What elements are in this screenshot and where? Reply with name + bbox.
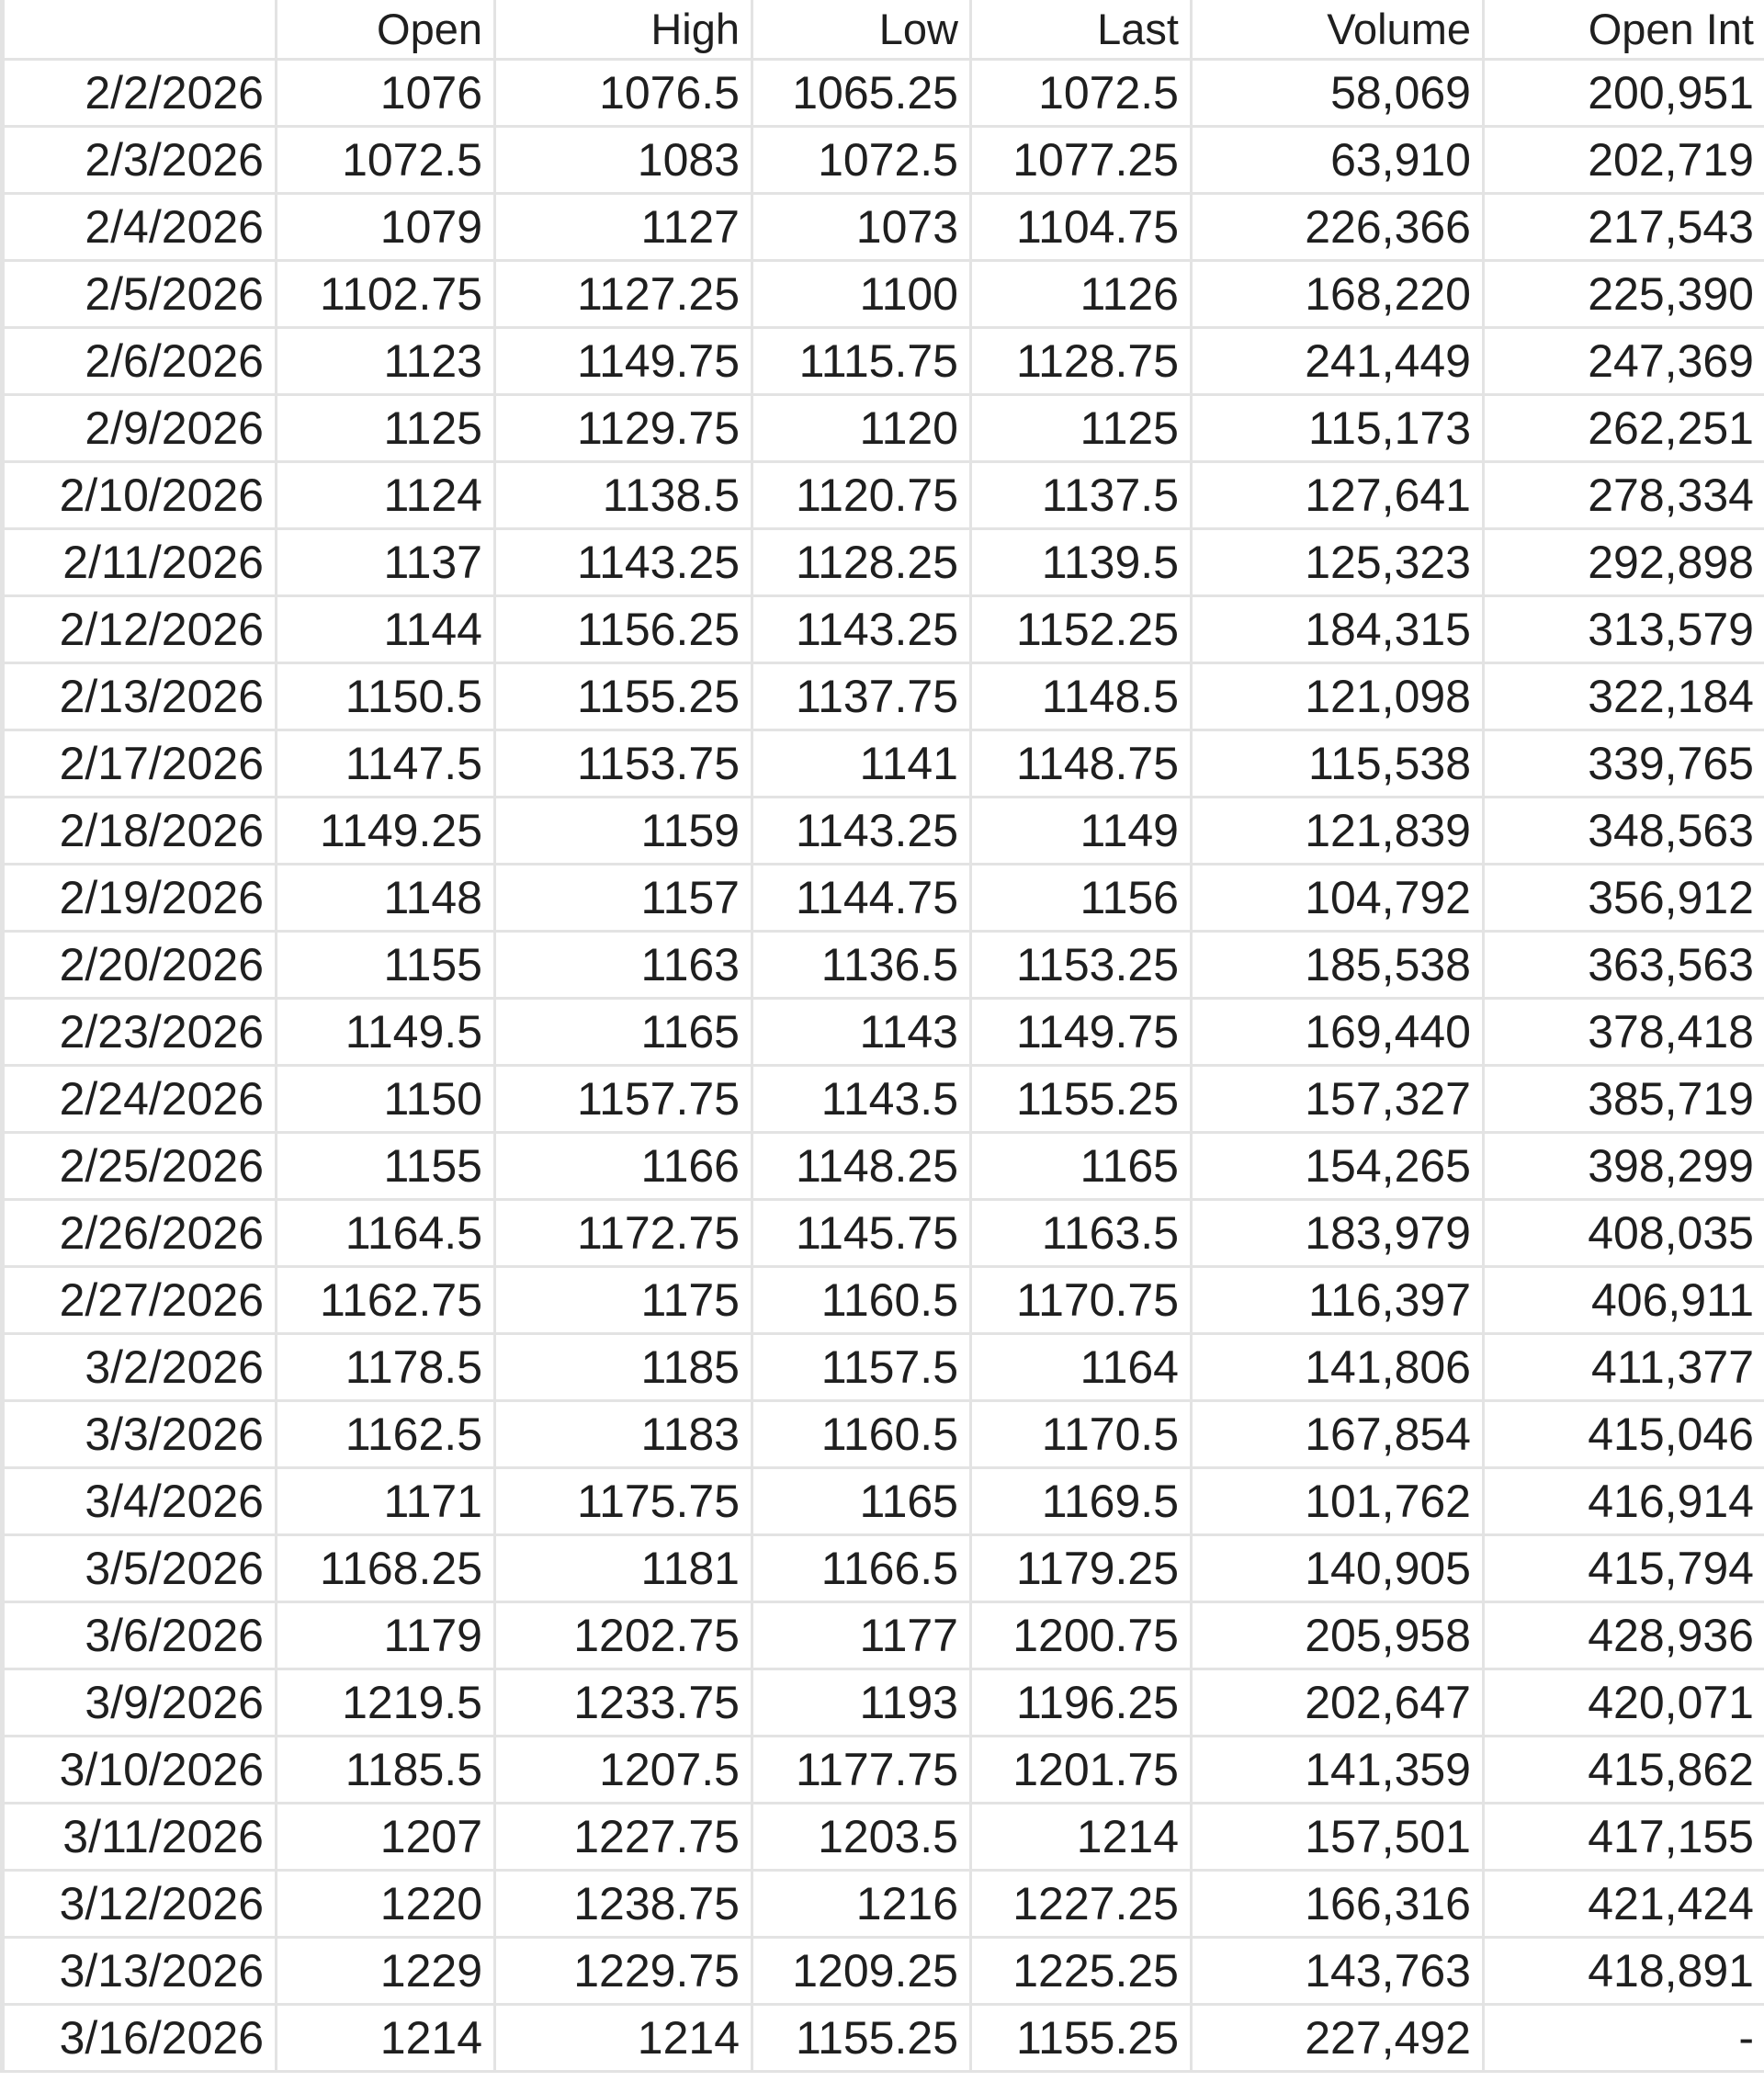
cell-high[interactable]: 1143.25 xyxy=(495,528,752,595)
cell-volume[interactable]: 58,069 xyxy=(1192,59,1484,126)
cell-low[interactable]: 1065.25 xyxy=(752,59,971,126)
cell-date[interactable]: 2/25/2026 xyxy=(3,1132,277,1199)
cell-open[interactable]: 1149.5 xyxy=(277,998,495,1065)
cell-last[interactable]: 1164 xyxy=(971,1333,1192,1400)
cell-volume[interactable]: 141,359 xyxy=(1192,1736,1484,1803)
table-row xyxy=(3,1601,1764,1669)
cell-last[interactable]: 1163.5 xyxy=(971,1199,1192,1266)
cell-open[interactable]: 1162.5 xyxy=(277,1400,495,1467)
cell-high[interactable]: 1153.75 xyxy=(495,730,752,797)
cell-date[interactable]: 3/3/2026 xyxy=(3,1400,277,1467)
table-row xyxy=(3,1333,1764,1400)
cell-last[interactable]: 1152.25 xyxy=(971,595,1192,662)
cell-date[interactable]: 2/20/2026 xyxy=(3,931,277,998)
cell-volume[interactable]: 141,806 xyxy=(1192,1333,1484,1400)
table-row xyxy=(3,2004,1764,2071)
cell-last[interactable]: 1169.5 xyxy=(971,1467,1192,1534)
cell-open-int[interactable]: 313,579 xyxy=(1484,595,1764,662)
cell-high[interactable]: 1149.75 xyxy=(495,327,752,394)
cell-open-int[interactable]: 200,951 xyxy=(1484,59,1764,126)
cell-date[interactable]: 2/5/2026 xyxy=(3,260,277,327)
cell-date[interactable]: 3/12/2026 xyxy=(3,1870,277,1937)
header-cell-open-int[interactable]: Open Int xyxy=(1484,0,1764,59)
cell-open-int[interactable]: 356,912 xyxy=(1484,864,1764,931)
cell-date[interactable]: 2/6/2026 xyxy=(3,327,277,394)
cell-high[interactable]: 1172.75 xyxy=(495,1199,752,1266)
cell-low[interactable]: 1120.75 xyxy=(752,461,971,528)
cell-open-int[interactable]: 415,046 xyxy=(1484,1400,1764,1467)
table-row xyxy=(3,595,1764,662)
cell-last[interactable]: 1153.25 xyxy=(971,931,1192,998)
cell-last[interactable]: 1149.75 xyxy=(971,998,1192,1065)
header-row xyxy=(3,0,1764,59)
cell-low[interactable]: 1148.25 xyxy=(752,1132,971,1199)
cell-open[interactable]: 1214 xyxy=(277,2004,495,2071)
cell-last[interactable]: 1179.25 xyxy=(971,1534,1192,1601)
cell-open[interactable]: 1102.75 xyxy=(277,260,495,327)
cell-high[interactable]: 1157 xyxy=(495,864,752,931)
table-row xyxy=(3,730,1764,797)
cell-high[interactable]: 1155.25 xyxy=(495,662,752,730)
cell-last[interactable]: 1126 xyxy=(971,260,1192,327)
cell-last[interactable]: 1196.25 xyxy=(971,1669,1192,1736)
cell-date[interactable]: 3/16/2026 xyxy=(3,2004,277,2071)
cell-date[interactable]: 3/11/2026 xyxy=(3,1803,277,1870)
cell-low[interactable]: 1143 xyxy=(752,998,971,1065)
cell-open[interactable]: 1150.5 xyxy=(277,662,495,730)
cell-low[interactable]: 1166.5 xyxy=(752,1534,971,1601)
cell-date[interactable]: 2/23/2026 xyxy=(3,998,277,1065)
cell-open[interactable]: 1147.5 xyxy=(277,730,495,797)
cell-volume[interactable]: 104,792 xyxy=(1192,864,1484,931)
cell-open-int[interactable]: 417,155 xyxy=(1484,1803,1764,1870)
cell-last[interactable]: 1148.5 xyxy=(971,662,1192,730)
cell-high[interactable]: 1185 xyxy=(495,1333,752,1400)
cell-volume[interactable]: 121,839 xyxy=(1192,797,1484,864)
cell-low[interactable]: 1160.5 xyxy=(752,1400,971,1467)
cell-date[interactable]: 3/13/2026 xyxy=(3,1937,277,2004)
cell-low[interactable]: 1145.75 xyxy=(752,1199,971,1266)
cell-high[interactable]: 1165 xyxy=(495,998,752,1065)
header-cell-low[interactable]: Low xyxy=(752,0,971,59)
cell-open-int[interactable]: 363,563 xyxy=(1484,931,1764,998)
cell-date[interactable]: 2/24/2026 xyxy=(3,1065,277,1132)
cell-last[interactable]: 1170.5 xyxy=(971,1400,1192,1467)
cell-volume[interactable]: 168,220 xyxy=(1192,260,1484,327)
table-row xyxy=(3,528,1764,595)
cell-volume[interactable]: 127,641 xyxy=(1192,461,1484,528)
cell-volume[interactable]: 115,173 xyxy=(1192,394,1484,461)
cell-date[interactable]: 2/11/2026 xyxy=(3,528,277,595)
cell-low[interactable]: 1160.5 xyxy=(752,1266,971,1333)
cell-open-int[interactable]: 428,936 xyxy=(1484,1601,1764,1669)
cell-open[interactable]: 1178.5 xyxy=(277,1333,495,1400)
cell-open-int[interactable]: 378,418 xyxy=(1484,998,1764,1065)
cell-open-int[interactable]: 278,334 xyxy=(1484,461,1764,528)
table-row xyxy=(3,931,1764,998)
cell-date[interactable]: 3/2/2026 xyxy=(3,1333,277,1400)
cell-high[interactable]: 1138.5 xyxy=(495,461,752,528)
cell-low[interactable]: 1136.5 xyxy=(752,931,971,998)
cell-open[interactable]: 1229 xyxy=(277,1937,495,2004)
table-row xyxy=(3,1803,1764,1870)
cell-high[interactable]: 1127 xyxy=(495,193,752,260)
table-row xyxy=(3,797,1764,864)
cell-high[interactable]: 1229.75 xyxy=(495,1937,752,2004)
cell-date[interactable]: 3/10/2026 xyxy=(3,1736,277,1803)
table-row xyxy=(3,662,1764,730)
cell-volume[interactable]: 157,501 xyxy=(1192,1803,1484,1870)
cell-last[interactable]: 1201.75 xyxy=(971,1736,1192,1803)
cell-open[interactable]: 1162.75 xyxy=(277,1266,495,1333)
table-row xyxy=(3,193,1764,260)
cell-open-int[interactable]: 262,251 xyxy=(1484,394,1764,461)
cell-low[interactable]: 1120 xyxy=(752,394,971,461)
cell-volume[interactable]: 205,958 xyxy=(1192,1601,1484,1669)
cell-volume[interactable]: 166,316 xyxy=(1192,1870,1484,1937)
cell-low[interactable]: 1144.75 xyxy=(752,864,971,931)
cell-low[interactable]: 1216 xyxy=(752,1870,971,1937)
cell-last[interactable]: 1125 xyxy=(971,394,1192,461)
cell-high[interactable]: 1214 xyxy=(495,2004,752,2071)
cell-last[interactable]: 1137.5 xyxy=(971,461,1192,528)
cell-last[interactable]: 1225.25 xyxy=(971,1937,1192,2004)
table-row xyxy=(3,327,1764,394)
cell-date[interactable]: 3/4/2026 xyxy=(3,1467,277,1534)
cell-last[interactable]: 1155.25 xyxy=(971,1065,1192,1132)
cell-date[interactable]: 2/26/2026 xyxy=(3,1199,277,1266)
cell-open[interactable]: 1150 xyxy=(277,1065,495,1132)
cell-open[interactable]: 1155 xyxy=(277,931,495,998)
cell-open-int[interactable]: 322,184 xyxy=(1484,662,1764,730)
cell-high[interactable]: 1083 xyxy=(495,126,752,193)
cell-date[interactable]: 2/2/2026 xyxy=(3,59,277,126)
cell-low[interactable]: 1143.25 xyxy=(752,595,971,662)
table-row xyxy=(3,1199,1764,1266)
cell-open[interactable]: 1144 xyxy=(277,595,495,662)
cell-open[interactable]: 1171 xyxy=(277,1467,495,1534)
cell-last[interactable]: 1072.5 xyxy=(971,59,1192,126)
cell-low[interactable]: 1115.75 xyxy=(752,327,971,394)
cell-open-int[interactable]: 415,862 xyxy=(1484,1736,1764,1803)
cell-volume[interactable]: 115,538 xyxy=(1192,730,1484,797)
cell-last[interactable]: 1148.75 xyxy=(971,730,1192,797)
cell-volume[interactable]: 226,366 xyxy=(1192,193,1484,260)
cell-open-int[interactable]: 416,914 xyxy=(1484,1467,1764,1534)
cell-open-int[interactable]: - xyxy=(1484,2004,1764,2071)
cell-open[interactable]: 1137 xyxy=(277,528,495,595)
cell-open-int[interactable]: 411,377 xyxy=(1484,1333,1764,1400)
cell-high[interactable]: 1157.75 xyxy=(495,1065,752,1132)
cell-low[interactable]: 1193 xyxy=(752,1669,971,1736)
cell-open[interactable]: 1220 xyxy=(277,1870,495,1937)
cell-date[interactable]: 2/17/2026 xyxy=(3,730,277,797)
cell-open[interactable]: 1207 xyxy=(277,1803,495,1870)
cell-open[interactable]: 1124 xyxy=(277,461,495,528)
table-row xyxy=(3,1534,1764,1601)
cell-last[interactable]: 1214 xyxy=(971,1803,1192,1870)
cell-last[interactable]: 1139.5 xyxy=(971,528,1192,595)
cell-high[interactable]: 1175.75 xyxy=(495,1467,752,1534)
cell-volume[interactable]: 185,538 xyxy=(1192,931,1484,998)
cell-high[interactable]: 1156.25 xyxy=(495,595,752,662)
cell-open-int[interactable]: 217,543 xyxy=(1484,193,1764,260)
cell-open[interactable]: 1168.25 xyxy=(277,1534,495,1601)
cell-volume[interactable]: 125,323 xyxy=(1192,528,1484,595)
cell-date[interactable]: 2/18/2026 xyxy=(3,797,277,864)
cell-open[interactable]: 1179 xyxy=(277,1601,495,1669)
cell-low[interactable]: 1100 xyxy=(752,260,971,327)
cell-date[interactable]: 2/13/2026 xyxy=(3,662,277,730)
cell-open-int[interactable]: 225,390 xyxy=(1484,260,1764,327)
cell-high[interactable]: 1159 xyxy=(495,797,752,864)
cell-volume[interactable]: 167,854 xyxy=(1192,1400,1484,1467)
cell-volume[interactable]: 241,449 xyxy=(1192,327,1484,394)
cell-open-int[interactable]: 385,719 xyxy=(1484,1065,1764,1132)
cell-high[interactable]: 1227.75 xyxy=(495,1803,752,1870)
cell-last[interactable]: 1104.75 xyxy=(971,193,1192,260)
table-row xyxy=(3,864,1764,931)
cell-low[interactable]: 1141 xyxy=(752,730,971,797)
table-row xyxy=(3,1736,1764,1803)
header-cell-last[interactable]: Last xyxy=(971,0,1192,59)
cell-volume[interactable]: 169,440 xyxy=(1192,998,1484,1065)
cell-open-int[interactable]: 202,719 xyxy=(1484,126,1764,193)
cell-high[interactable]: 1175 xyxy=(495,1266,752,1333)
cell-high[interactable]: 1163 xyxy=(495,931,752,998)
table-row xyxy=(3,126,1764,193)
cell-open[interactable]: 1148 xyxy=(277,864,495,931)
cell-open[interactable]: 1149.25 xyxy=(277,797,495,864)
cell-open-int[interactable]: 348,563 xyxy=(1484,797,1764,864)
table-row xyxy=(3,1870,1764,1937)
cell-high[interactable]: 1166 xyxy=(495,1132,752,1199)
cell-volume[interactable]: 202,647 xyxy=(1192,1669,1484,1736)
cell-date[interactable]: 2/9/2026 xyxy=(3,394,277,461)
cell-open[interactable]: 1123 xyxy=(277,327,495,394)
cell-volume[interactable]: 63,910 xyxy=(1192,126,1484,193)
cell-last[interactable]: 1170.75 xyxy=(971,1266,1192,1333)
cell-low[interactable]: 1155.25 xyxy=(752,2004,971,2071)
cell-high[interactable]: 1129.75 xyxy=(495,394,752,461)
cell-volume[interactable]: 154,265 xyxy=(1192,1132,1484,1199)
cell-last[interactable]: 1149 xyxy=(971,797,1192,864)
cell-low[interactable]: 1157.5 xyxy=(752,1333,971,1400)
cell-low[interactable]: 1177 xyxy=(752,1601,971,1669)
cell-date[interactable]: 2/27/2026 xyxy=(3,1266,277,1333)
cell-open-int[interactable]: 421,424 xyxy=(1484,1870,1764,1937)
table-row xyxy=(3,998,1764,1065)
cell-open-int[interactable]: 406,911 xyxy=(1484,1266,1764,1333)
cell-open[interactable]: 1164.5 xyxy=(277,1199,495,1266)
cell-date[interactable]: 2/19/2026 xyxy=(3,864,277,931)
cell-low[interactable]: 1137.75 xyxy=(752,662,971,730)
cell-open-int[interactable]: 398,299 xyxy=(1484,1132,1764,1199)
table-row xyxy=(3,394,1764,461)
cell-date[interactable]: 2/12/2026 xyxy=(3,595,277,662)
cell-open[interactable]: 1125 xyxy=(277,394,495,461)
cell-volume[interactable]: 227,492 xyxy=(1192,2004,1484,2071)
cell-low[interactable]: 1209.25 xyxy=(752,1937,971,2004)
cell-volume[interactable]: 101,762 xyxy=(1192,1467,1484,1534)
cell-open-int[interactable]: 415,794 xyxy=(1484,1534,1764,1601)
cell-last[interactable]: 1077.25 xyxy=(971,126,1192,193)
cell-high[interactable]: 1181 xyxy=(495,1534,752,1601)
cell-open[interactable]: 1219.5 xyxy=(277,1669,495,1736)
cell-volume[interactable]: 143,763 xyxy=(1192,1937,1484,2004)
cell-open-int[interactable]: 292,898 xyxy=(1484,528,1764,595)
cell-open[interactable]: 1076 xyxy=(277,59,495,126)
cell-open-int[interactable]: 408,035 xyxy=(1484,1199,1764,1266)
cell-high[interactable]: 1207.5 xyxy=(495,1736,752,1803)
header-cell-date[interactable] xyxy=(3,0,277,59)
cell-date[interactable]: 2/10/2026 xyxy=(3,461,277,528)
table-row xyxy=(3,461,1764,528)
cell-date[interactable]: 2/3/2026 xyxy=(3,126,277,193)
cell-low[interactable]: 1072.5 xyxy=(752,126,971,193)
cell-low[interactable]: 1177.75 xyxy=(752,1736,971,1803)
cell-last[interactable]: 1165 xyxy=(971,1132,1192,1199)
cell-low[interactable]: 1203.5 xyxy=(752,1803,971,1870)
cell-volume[interactable]: 183,979 xyxy=(1192,1199,1484,1266)
cell-low[interactable]: 1143.5 xyxy=(752,1065,971,1132)
header-cell-high[interactable]: High xyxy=(495,0,752,59)
cell-low[interactable]: 1128.25 xyxy=(752,528,971,595)
header-cell-volume[interactable]: Volume xyxy=(1192,0,1484,59)
cell-high[interactable]: 1238.75 xyxy=(495,1870,752,1937)
cell-high[interactable]: 1076.5 xyxy=(495,59,752,126)
cell-high[interactable]: 1233.75 xyxy=(495,1669,752,1736)
cell-last[interactable]: 1128.75 xyxy=(971,327,1192,394)
cell-high[interactable]: 1183 xyxy=(495,1400,752,1467)
cell-low[interactable]: 1073 xyxy=(752,193,971,260)
table-row xyxy=(3,59,1764,126)
cell-open-int[interactable]: 247,369 xyxy=(1484,327,1764,394)
table-row xyxy=(3,1467,1764,1534)
table-row xyxy=(3,1937,1764,2004)
cell-date[interactable]: 3/6/2026 xyxy=(3,1601,277,1669)
cell-open-int[interactable]: 418,891 xyxy=(1484,1937,1764,2004)
table-row xyxy=(3,1065,1764,1132)
cell-date[interactable]: 2/4/2026 xyxy=(3,193,277,260)
table-row xyxy=(3,1400,1764,1467)
cell-volume[interactable]: 157,327 xyxy=(1192,1065,1484,1132)
cell-volume[interactable]: 184,315 xyxy=(1192,595,1484,662)
header-cell-open[interactable]: Open xyxy=(277,0,495,59)
cell-last[interactable]: 1156 xyxy=(971,864,1192,931)
cell-volume[interactable]: 140,905 xyxy=(1192,1534,1484,1601)
cell-low[interactable]: 1165 xyxy=(752,1467,971,1534)
cell-open[interactable]: 1072.5 xyxy=(277,126,495,193)
cell-date[interactable]: 3/9/2026 xyxy=(3,1669,277,1736)
table-row xyxy=(3,260,1764,327)
cell-last[interactable]: 1200.75 xyxy=(971,1601,1192,1669)
cell-volume[interactable]: 116,397 xyxy=(1192,1266,1484,1333)
table-row xyxy=(3,1132,1764,1199)
cell-open[interactable]: 1155 xyxy=(277,1132,495,1199)
cell-volume[interactable]: 121,098 xyxy=(1192,662,1484,730)
cell-high[interactable]: 1127.25 xyxy=(495,260,752,327)
cell-open-int[interactable]: 420,071 xyxy=(1484,1669,1764,1736)
table-row xyxy=(3,1266,1764,1333)
cell-open-int[interactable]: 339,765 xyxy=(1484,730,1764,797)
table-row xyxy=(3,1669,1764,1736)
cell-last[interactable]: 1227.25 xyxy=(971,1870,1192,1937)
cell-high[interactable]: 1202.75 xyxy=(495,1601,752,1669)
cell-low[interactable]: 1143.25 xyxy=(752,797,971,864)
cell-date[interactable]: 3/5/2026 xyxy=(3,1534,277,1601)
cell-open[interactable]: 1079 xyxy=(277,193,495,260)
cell-open[interactable]: 1185.5 xyxy=(277,1736,495,1803)
cell-last[interactable]: 1155.25 xyxy=(971,2004,1192,2071)
